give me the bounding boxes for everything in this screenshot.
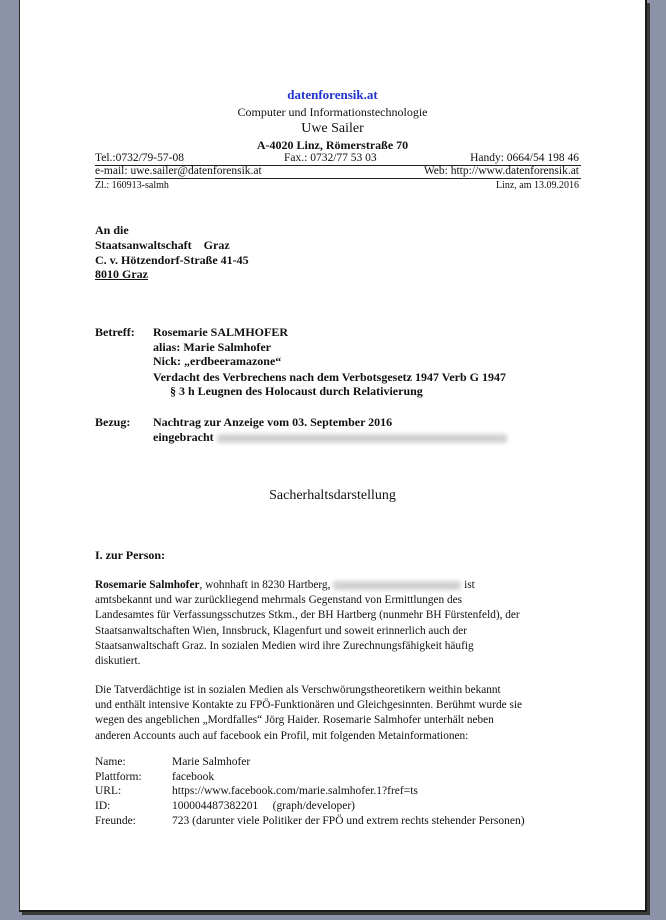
- person-line3: Landesamtes für Verfassungsschutzes Stkm., der BH Hartberg (nunmehr BH Fürstenfeld), der: [95, 609, 520, 622]
- letterhead-brand: datenforensik.at: [287, 87, 378, 102]
- betreff-suspicion: Verdacht des Verbrechens nach dem Verbotsgesetz 1947 Verb G 1947: [153, 370, 506, 384]
- meta-platform-label: Plattform:: [95, 771, 142, 783]
- person-line2: amtsbekannt und war zurückliegend mehrmals Gegenstand von Ermittlungen des: [95, 594, 463, 607]
- recipient-city: Graz: [203, 238, 230, 252]
- paragraph-social-media: [95, 683, 585, 744]
- person-residence: , wohnhaft in 8230 Hartberg,: [199, 579, 331, 591]
- meta-name-label: Name:: [95, 756, 126, 768]
- letterhead-owner: Uwe Sailer: [301, 121, 364, 136]
- document-heading: Sacherhaltsdarstellung: [269, 488, 396, 503]
- letterhead-fax: Fax.: 0732/77 53 03: [284, 152, 377, 164]
- social-line1: Die Tatverdächtige ist in sozialen Medien als Verschwörungstheoretikern weithin bekannt: [95, 684, 501, 696]
- section-person-heading: I. zur Person:: [95, 548, 166, 562]
- letter-date: Linz, am 13.09.2016: [495, 180, 579, 191]
- recipient-street: C. v. Hötzendorf-Straße 41-45: [95, 253, 249, 267]
- recipient-line1: An die: [95, 223, 129, 237]
- document-page: [19, 0, 647, 912]
- meta-id-label: ID:: [95, 800, 111, 812]
- betreff-alias: alias: Marie Salmhofer: [153, 340, 271, 354]
- letterhead-tel: Tel.:0732/79-57-08: [95, 152, 184, 164]
- meta-platform-value: facebook: [172, 771, 215, 783]
- betreff-nick: Nick: „erdbeeramazone“: [153, 354, 282, 368]
- letterhead-rule-bottom: [95, 178, 581, 179]
- meta-name-value: Marie Salmhofer: [172, 756, 251, 768]
- redacted-address: [333, 581, 461, 590]
- person-line6: diskutiert.: [95, 655, 141, 668]
- person-line5: Staatsanwaltschaft Graz. In sozialen Medien wird ihre Zurechnungsfähigkeit häufig: [95, 639, 474, 652]
- person-name: Rosemarie Salmhofer: [95, 579, 200, 591]
- letterhead-subtitle: Computer und Informationstechnologie: [237, 105, 428, 119]
- bezug-submitted: eingebracht: [153, 430, 214, 444]
- social-line3: wegen des angeblichen „Mordfalles“ Jörg Haider. Rosemarie Salmhofer unterhält neben: [95, 714, 494, 727]
- bezug-label: Bezug:: [95, 415, 131, 429]
- reference-number: Zl.: 160913-salmh: [95, 180, 169, 191]
- betreff-paragraph: § 3 h Leugnen des Holocaust durch Relativierung: [170, 384, 423, 398]
- letterhead-address: A-4020 Linz, Römerstraße 70: [256, 138, 409, 152]
- person-line1-end: ist: [464, 579, 475, 591]
- recipient-office: Staatsanwaltschaft: [95, 238, 192, 252]
- recipient-line2: [95, 238, 230, 253]
- paragraph-person: [95, 578, 585, 669]
- recipient-postcode: 8010 Graz: [95, 267, 148, 281]
- letterhead-web: Web: http://www.datenforensik.at: [423, 165, 579, 177]
- letterhead-email: e-mail: uwe.sailer@datenforensik.at: [95, 165, 262, 177]
- betreff-name: Rosemarie SALMHOFER: [153, 325, 288, 339]
- meta-url-value: https://www.facebook.com/marie.salmhofer.1?fref=ts: [172, 785, 418, 797]
- meta-url-label: URL:: [95, 785, 122, 797]
- meta-friends-value: 723 (darunter viele Politiker der FPÖ und extrem rechts stehender Personen): [172, 815, 525, 827]
- meta-friends-label: Freunde:: [95, 815, 136, 827]
- letterhead-handy: Handy: 0664/54 198 46: [470, 152, 579, 164]
- bezug-line1: Nachtrag zur Anzeige vom 03. September 2016: [153, 415, 393, 429]
- redacted-submitter: [217, 434, 507, 443]
- meta-id-value: 100004487382201 (graph/developer): [172, 800, 356, 812]
- social-line2: und enthält intensive Kontakte zu FPÖ-Funktionären und Gleichgesinnten. Berühmt wurde sie: [95, 699, 523, 712]
- social-line4: anderen Accounts auch auf facebook ein Profil, mit folgenden Metainformationen:: [95, 729, 469, 742]
- bezug-line2: [153, 430, 507, 445]
- person-line4: Staatsanwaltschaften Wien, Innsbruck, Klagenfurt und soweit erinnerlich auch der: [95, 624, 468, 637]
- betreff-label: Betreff:: [95, 325, 135, 339]
